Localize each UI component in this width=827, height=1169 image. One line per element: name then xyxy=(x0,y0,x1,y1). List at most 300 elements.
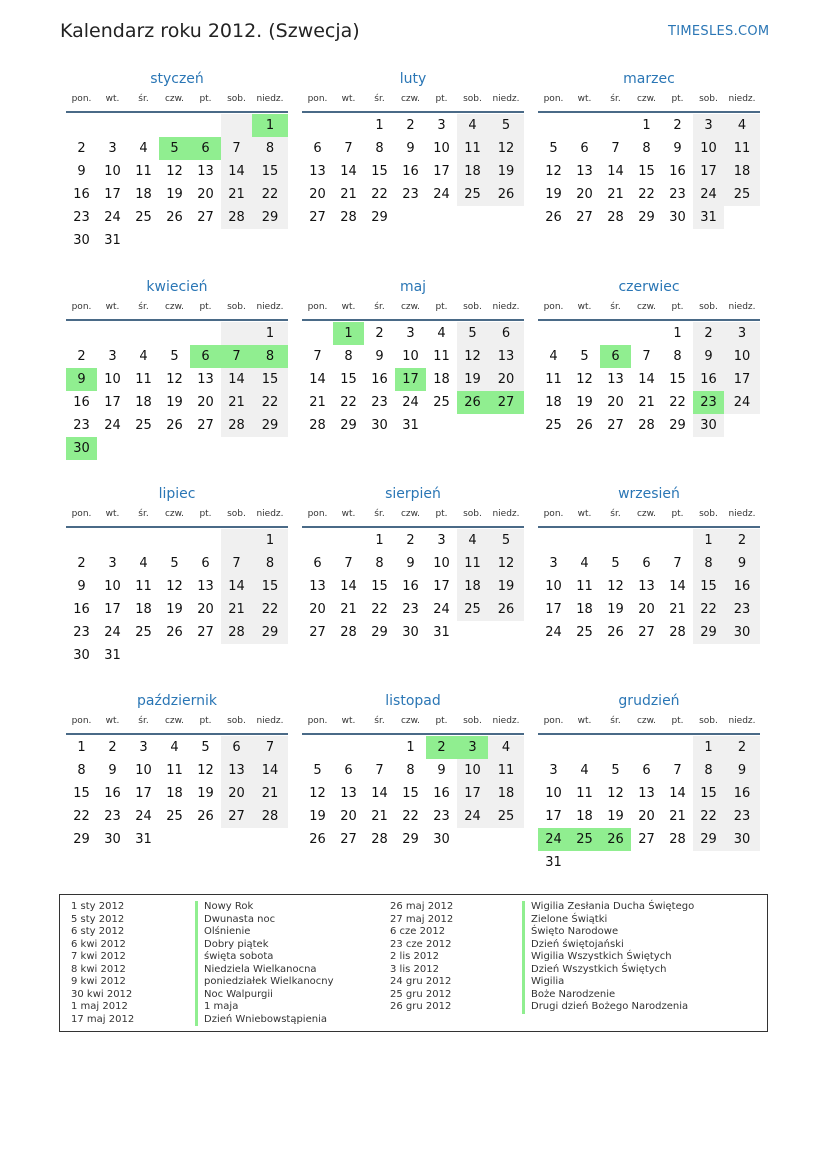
day-cell[interactable]: 21 xyxy=(669,809,686,824)
day-cell[interactable]: 11 xyxy=(433,349,450,364)
day-cell[interactable]: 13 xyxy=(309,579,326,594)
day-cell[interactable]: 7 xyxy=(375,763,384,778)
day-cell[interactable]: 18 xyxy=(135,187,152,202)
day-cell[interactable]: 17 xyxy=(104,602,121,617)
day-cell[interactable]: 25 xyxy=(135,418,152,433)
day-cell[interactable]: 9 xyxy=(724,759,760,782)
day-cell[interactable]: 11 xyxy=(135,164,152,179)
day-cell[interactable]: 8 xyxy=(77,763,86,778)
day-cell[interactable]: 22 xyxy=(371,187,388,202)
day-cell[interactable]: 30 xyxy=(371,418,388,433)
day-cell[interactable]: 7 xyxy=(344,556,353,571)
day-cell[interactable]: 3 xyxy=(549,763,558,778)
day-cell[interactable]: 10 xyxy=(545,786,562,801)
day-cell[interactable]: 10 xyxy=(135,763,152,778)
day-cell[interactable]: 3 xyxy=(437,118,446,133)
day-cell[interactable]: 2 xyxy=(108,740,117,755)
day-cell[interactable]: 14 xyxy=(221,368,252,391)
day-cell[interactable]: 20 xyxy=(197,187,214,202)
day-cell[interactable]: 10 xyxy=(104,164,121,179)
day-cell[interactable]: 14 xyxy=(221,160,252,183)
day-cell[interactable]: 22 xyxy=(669,395,686,410)
day-cell[interactable]: 3 xyxy=(108,556,117,571)
day-cell[interactable]: 20 xyxy=(309,602,326,617)
day-cell[interactable]: 29 xyxy=(340,418,357,433)
day-cell[interactable]: 15 xyxy=(693,575,724,598)
day-cell[interactable]: 2 xyxy=(406,118,415,133)
day-cell[interactable]: 1 xyxy=(333,322,364,345)
day-cell[interactable]: 25 xyxy=(433,395,450,410)
day-cell[interactable]: 14 xyxy=(340,579,357,594)
day-cell[interactable]: 17 xyxy=(433,579,450,594)
day-cell[interactable]: 24 xyxy=(545,625,562,640)
day-cell[interactable]: 9 xyxy=(77,164,86,179)
day-cell[interactable]: 27 xyxy=(607,418,624,433)
day-cell[interactable]: 3 xyxy=(108,349,117,364)
day-cell[interactable]: 12 xyxy=(166,372,183,387)
day-cell[interactable]: 19 xyxy=(166,395,183,410)
day-cell[interactable]: 23 xyxy=(724,598,760,621)
day-cell[interactable]: 14 xyxy=(252,759,288,782)
day-cell[interactable]: 24 xyxy=(724,391,760,414)
day-cell[interactable]: 19 xyxy=(607,602,624,617)
day-cell[interactable]: 29 xyxy=(669,418,686,433)
day-cell[interactable]: 26 xyxy=(197,809,214,824)
day-cell[interactable]: 19 xyxy=(309,809,326,824)
day-cell[interactable]: 4 xyxy=(488,736,524,759)
day-cell[interactable]: 30 xyxy=(693,414,724,437)
day-cell[interactable]: 16 xyxy=(73,187,90,202)
day-cell[interactable]: 4 xyxy=(724,114,760,137)
day-cell[interactable]: 8 xyxy=(375,556,384,571)
day-cell[interactable]: 6 xyxy=(190,345,221,368)
day-cell[interactable]: 8 xyxy=(642,141,651,156)
day-cell[interactable]: 3 xyxy=(437,533,446,548)
day-cell[interactable]: 7 xyxy=(221,345,252,368)
day-cell[interactable]: 24 xyxy=(135,809,152,824)
day-cell[interactable]: 1 xyxy=(252,529,288,552)
day-cell[interactable]: 19 xyxy=(166,602,183,617)
day-cell[interactable]: 28 xyxy=(221,621,252,644)
day-cell[interactable]: 22 xyxy=(252,183,288,206)
day-cell[interactable]: 8 xyxy=(252,345,288,368)
day-cell[interactable]: 1 xyxy=(252,322,288,345)
day-cell[interactable]: 19 xyxy=(488,160,524,183)
day-cell[interactable]: 23 xyxy=(73,625,90,640)
day-cell[interactable]: 7 xyxy=(313,349,322,364)
day-cell[interactable]: 16 xyxy=(104,786,121,801)
day-cell[interactable]: 9 xyxy=(437,763,446,778)
day-cell[interactable]: 18 xyxy=(576,602,593,617)
day-cell[interactable]: 15 xyxy=(252,575,288,598)
day-cell[interactable]: 7 xyxy=(642,349,651,364)
day-cell[interactable]: 13 xyxy=(607,372,624,387)
day-cell[interactable]: 1 xyxy=(375,118,384,133)
day-cell[interactable]: 28 xyxy=(607,210,624,225)
day-cell[interactable]: 13 xyxy=(197,164,214,179)
day-cell[interactable]: 13 xyxy=(488,345,524,368)
day-cell[interactable]: 7 xyxy=(611,141,620,156)
day-cell[interactable]: 1 xyxy=(406,740,415,755)
day-cell[interactable]: 19 xyxy=(166,187,183,202)
day-cell[interactable]: 5 xyxy=(549,141,558,156)
day-cell[interactable]: 8 xyxy=(252,137,288,160)
day-cell[interactable]: 26 xyxy=(166,625,183,640)
day-cell[interactable]: 27 xyxy=(309,210,326,225)
day-cell[interactable]: 25 xyxy=(545,418,562,433)
day-cell[interactable]: 14 xyxy=(638,372,655,387)
day-cell[interactable]: 21 xyxy=(221,598,252,621)
day-cell[interactable]: 17 xyxy=(545,602,562,617)
day-cell[interactable]: 3 xyxy=(108,141,117,156)
day-cell[interactable]: 8 xyxy=(375,141,384,156)
day-cell[interactable]: 24 xyxy=(693,183,724,206)
day-cell[interactable]: 10 xyxy=(693,137,724,160)
day-cell[interactable]: 5 xyxy=(611,556,620,571)
day-cell[interactable]: 17 xyxy=(724,368,760,391)
day-cell[interactable]: 19 xyxy=(576,395,593,410)
day-cell[interactable]: 7 xyxy=(673,763,682,778)
day-cell[interactable]: 22 xyxy=(252,598,288,621)
day-cell[interactable]: 16 xyxy=(669,164,686,179)
day-cell[interactable]: 5 xyxy=(170,556,179,571)
day-cell[interactable]: 3 xyxy=(693,114,724,137)
day-cell[interactable]: 27 xyxy=(197,625,214,640)
day-cell[interactable]: 22 xyxy=(693,598,724,621)
day-cell[interactable]: 28 xyxy=(221,206,252,229)
day-cell[interactable]: 23 xyxy=(104,809,121,824)
day-cell[interactable]: 20 xyxy=(340,809,357,824)
day-cell[interactable]: 5 xyxy=(313,763,322,778)
day-cell[interactable]: 28 xyxy=(371,832,388,847)
day-cell[interactable]: 21 xyxy=(252,782,288,805)
day-cell[interactable]: 6 xyxy=(190,137,221,160)
day-cell[interactable]: 20 xyxy=(309,187,326,202)
day-cell[interactable]: 17 xyxy=(104,187,121,202)
day-cell[interactable]: 27 xyxy=(576,210,593,225)
day-cell[interactable]: 31 xyxy=(693,206,724,229)
day-cell[interactable]: 18 xyxy=(135,395,152,410)
day-cell[interactable]: 21 xyxy=(221,183,252,206)
day-cell[interactable]: 2 xyxy=(77,141,86,156)
day-cell[interactable]: 6 xyxy=(313,141,322,156)
day-cell[interactable]: 20 xyxy=(638,602,655,617)
day-cell[interactable]: 3 xyxy=(406,326,415,341)
day-cell[interactable]: 24 xyxy=(433,187,450,202)
day-cell[interactable]: 10 xyxy=(433,556,450,571)
day-cell[interactable]: 23 xyxy=(693,391,724,414)
day-cell[interactable]: 12 xyxy=(576,372,593,387)
day-cell[interactable]: 3 xyxy=(139,740,148,755)
day-cell[interactable]: 31 xyxy=(104,233,121,248)
day-cell[interactable]: 30 xyxy=(724,828,760,851)
day-cell[interactable]: 21 xyxy=(607,187,624,202)
day-cell[interactable]: 27 xyxy=(488,391,524,414)
day-cell[interactable]: 12 xyxy=(607,786,624,801)
day-cell[interactable]: 21 xyxy=(221,391,252,414)
day-cell[interactable]: 14 xyxy=(669,579,686,594)
day-cell[interactable]: 30 xyxy=(104,832,121,847)
day-cell[interactable]: 2 xyxy=(77,349,86,364)
day-cell[interactable]: 5 xyxy=(611,763,620,778)
day-cell[interactable]: 31 xyxy=(545,855,562,870)
day-cell[interactable]: 26 xyxy=(545,210,562,225)
day-cell[interactable]: 8 xyxy=(693,759,724,782)
day-cell[interactable]: 22 xyxy=(73,809,90,824)
day-cell[interactable]: 5 xyxy=(170,349,179,364)
day-cell[interactable]: 27 xyxy=(638,625,655,640)
day-cell[interactable]: 13 xyxy=(340,786,357,801)
day-cell[interactable]: 11 xyxy=(457,552,488,575)
day-cell[interactable]: 29 xyxy=(693,621,724,644)
day-cell[interactable]: 15 xyxy=(252,368,288,391)
day-cell[interactable]: 21 xyxy=(371,809,388,824)
day-cell[interactable]: 15 xyxy=(669,372,686,387)
day-cell[interactable]: 29 xyxy=(73,832,90,847)
day-cell[interactable]: 21 xyxy=(340,187,357,202)
day-cell[interactable]: 11 xyxy=(488,759,524,782)
day-cell[interactable]: 14 xyxy=(669,786,686,801)
day-cell[interactable]: 29 xyxy=(371,625,388,640)
day-cell[interactable]: 13 xyxy=(197,579,214,594)
day-cell[interactable]: 16 xyxy=(433,786,450,801)
day-cell[interactable]: 20 xyxy=(488,368,524,391)
day-cell[interactable]: 18 xyxy=(166,786,183,801)
day-cell[interactable]: 12 xyxy=(309,786,326,801)
day-cell[interactable]: 29 xyxy=(638,210,655,225)
day-cell[interactable]: 28 xyxy=(669,832,686,847)
day-cell[interactable]: 4 xyxy=(457,529,488,552)
day-cell[interactable]: 9 xyxy=(673,141,682,156)
day-cell[interactable]: 1 xyxy=(693,736,724,759)
day-cell[interactable]: 13 xyxy=(638,786,655,801)
day-cell[interactable]: 5 xyxy=(201,740,210,755)
day-cell[interactable]: 27 xyxy=(638,832,655,847)
day-cell[interactable]: 17 xyxy=(104,395,121,410)
day-cell[interactable]: 2 xyxy=(406,533,415,548)
day-cell[interactable]: 14 xyxy=(607,164,624,179)
day-cell[interactable]: 25 xyxy=(724,183,760,206)
day-cell[interactable]: 29 xyxy=(371,210,388,225)
day-cell[interactable]: 18 xyxy=(576,809,593,824)
day-cell[interactable]: 24 xyxy=(538,828,569,851)
day-cell[interactable]: 21 xyxy=(309,395,326,410)
day-cell[interactable]: 9 xyxy=(693,345,724,368)
day-cell[interactable]: 15 xyxy=(252,160,288,183)
day-cell[interactable]: 21 xyxy=(340,602,357,617)
day-cell[interactable]: 12 xyxy=(197,763,214,778)
day-cell[interactable]: 27 xyxy=(340,832,357,847)
day-cell[interactable]: 16 xyxy=(402,579,419,594)
day-cell[interactable]: 15 xyxy=(638,164,655,179)
day-cell[interactable]: 2 xyxy=(724,529,760,552)
day-cell[interactable]: 11 xyxy=(724,137,760,160)
day-cell[interactable]: 13 xyxy=(576,164,593,179)
day-cell[interactable]: 18 xyxy=(545,395,562,410)
day-cell[interactable]: 27 xyxy=(197,210,214,225)
day-cell[interactable]: 7 xyxy=(344,141,353,156)
day-cell[interactable]: 3 xyxy=(457,736,488,759)
day-cell[interactable]: 10 xyxy=(457,759,488,782)
day-cell[interactable]: 11 xyxy=(166,763,183,778)
day-cell[interactable]: 26 xyxy=(309,832,326,847)
day-cell[interactable]: 24 xyxy=(104,418,121,433)
day-cell[interactable]: 25 xyxy=(488,805,524,828)
day-cell[interactable]: 12 xyxy=(545,164,562,179)
day-cell[interactable]: 1 xyxy=(673,326,682,341)
day-cell[interactable]: 20 xyxy=(638,809,655,824)
day-cell[interactable]: 19 xyxy=(457,368,488,391)
day-cell[interactable]: 10 xyxy=(724,345,760,368)
day-cell[interactable]: 23 xyxy=(669,187,686,202)
day-cell[interactable]: 2 xyxy=(77,556,86,571)
day-cell[interactable]: 26 xyxy=(600,828,631,851)
day-cell[interactable]: 28 xyxy=(638,418,655,433)
day-cell[interactable]: 20 xyxy=(576,187,593,202)
day-cell[interactable]: 1 xyxy=(77,740,86,755)
day-cell[interactable]: 4 xyxy=(139,141,148,156)
day-cell[interactable]: 15 xyxy=(371,164,388,179)
day-cell[interactable]: 30 xyxy=(724,621,760,644)
day-cell[interactable]: 9 xyxy=(77,579,86,594)
day-cell[interactable]: 11 xyxy=(576,786,593,801)
day-cell[interactable]: 12 xyxy=(488,552,524,575)
day-cell[interactable]: 8 xyxy=(252,552,288,575)
day-cell[interactable]: 23 xyxy=(433,809,450,824)
brand-link[interactable]: TIMESLES.COM xyxy=(668,24,770,39)
day-cell[interactable]: 9 xyxy=(375,349,384,364)
day-cell[interactable]: 23 xyxy=(371,395,388,410)
day-cell[interactable]: 11 xyxy=(135,579,152,594)
day-cell[interactable]: 26 xyxy=(457,391,488,414)
day-cell[interactable]: 26 xyxy=(166,210,183,225)
day-cell[interactable]: 2 xyxy=(426,736,457,759)
day-cell[interactable]: 24 xyxy=(457,805,488,828)
day-cell[interactable]: 31 xyxy=(104,648,121,663)
day-cell[interactable]: 14 xyxy=(340,164,357,179)
day-cell[interactable]: 11 xyxy=(545,372,562,387)
day-cell[interactable]: 24 xyxy=(433,602,450,617)
day-cell[interactable]: 15 xyxy=(371,579,388,594)
day-cell[interactable]: 24 xyxy=(104,625,121,640)
day-cell[interactable]: 29 xyxy=(693,828,724,851)
day-cell[interactable]: 17 xyxy=(545,809,562,824)
day-cell[interactable]: 4 xyxy=(170,740,179,755)
day-cell[interactable]: 6 xyxy=(221,736,252,759)
day-cell[interactable]: 6 xyxy=(313,556,322,571)
day-cell[interactable]: 1 xyxy=(252,114,288,137)
day-cell[interactable]: 18 xyxy=(724,160,760,183)
day-cell[interactable]: 7 xyxy=(221,552,252,575)
day-cell[interactable]: 1 xyxy=(642,118,651,133)
day-cell[interactable]: 4 xyxy=(139,556,148,571)
day-cell[interactable]: 13 xyxy=(309,164,326,179)
day-cell[interactable]: 16 xyxy=(371,372,388,387)
day-cell[interactable]: 18 xyxy=(457,160,488,183)
day-cell[interactable]: 13 xyxy=(638,579,655,594)
day-cell[interactable]: 16 xyxy=(693,368,724,391)
day-cell[interactable]: 16 xyxy=(73,602,90,617)
day-cell[interactable]: 17 xyxy=(135,786,152,801)
day-cell[interactable]: 27 xyxy=(309,625,326,640)
day-cell[interactable]: 16 xyxy=(73,395,90,410)
day-cell[interactable]: 25 xyxy=(135,625,152,640)
day-cell[interactable]: 4 xyxy=(580,763,589,778)
day-cell[interactable]: 31 xyxy=(135,832,152,847)
day-cell[interactable]: 12 xyxy=(166,579,183,594)
day-cell[interactable]: 23 xyxy=(73,210,90,225)
day-cell[interactable]: 5 xyxy=(159,137,190,160)
day-cell[interactable]: 26 xyxy=(488,598,524,621)
day-cell[interactable]: 30 xyxy=(402,625,419,640)
day-cell[interactable]: 6 xyxy=(642,556,651,571)
day-cell[interactable]: 3 xyxy=(549,556,558,571)
day-cell[interactable]: 6 xyxy=(580,141,589,156)
day-cell[interactable]: 17 xyxy=(457,782,488,805)
day-cell[interactable]: 4 xyxy=(580,556,589,571)
day-cell[interactable]: 20 xyxy=(197,602,214,617)
day-cell[interactable]: 6 xyxy=(488,322,524,345)
day-cell[interactable]: 12 xyxy=(166,164,183,179)
day-cell[interactable]: 8 xyxy=(673,349,682,364)
day-cell[interactable]: 19 xyxy=(607,809,624,824)
day-cell[interactable]: 28 xyxy=(340,625,357,640)
day-cell[interactable]: 6 xyxy=(600,345,631,368)
day-cell[interactable]: 17 xyxy=(693,160,724,183)
day-cell[interactable]: 18 xyxy=(457,575,488,598)
day-cell[interactable]: 30 xyxy=(66,437,97,460)
day-cell[interactable]: 26 xyxy=(607,625,624,640)
day-cell[interactable]: 29 xyxy=(252,206,288,229)
day-cell[interactable]: 21 xyxy=(638,395,655,410)
day-cell[interactable]: 18 xyxy=(433,372,450,387)
day-cell[interactable]: 1 xyxy=(375,533,384,548)
day-cell[interactable]: 28 xyxy=(309,418,326,433)
day-cell[interactable]: 6 xyxy=(642,763,651,778)
day-cell[interactable]: 23 xyxy=(724,805,760,828)
day-cell[interactable]: 6 xyxy=(201,556,210,571)
day-cell[interactable]: 2 xyxy=(673,118,682,133)
day-cell[interactable]: 5 xyxy=(457,322,488,345)
day-cell[interactable]: 18 xyxy=(488,782,524,805)
day-cell[interactable]: 9 xyxy=(406,141,415,156)
day-cell[interactable]: 5 xyxy=(488,114,524,137)
day-cell[interactable]: 12 xyxy=(607,579,624,594)
day-cell[interactable]: 9 xyxy=(724,552,760,575)
day-cell[interactable]: 4 xyxy=(457,114,488,137)
day-cell[interactable]: 10 xyxy=(545,579,562,594)
day-cell[interactable]: 25 xyxy=(135,210,152,225)
day-cell[interactable]: 23 xyxy=(402,187,419,202)
day-cell[interactable]: 30 xyxy=(73,233,90,248)
day-cell[interactable]: 6 xyxy=(344,763,353,778)
day-cell[interactable]: 10 xyxy=(402,349,419,364)
day-cell[interactable]: 8 xyxy=(693,552,724,575)
day-cell[interactable]: 7 xyxy=(673,556,682,571)
day-cell[interactable]: 22 xyxy=(252,391,288,414)
day-cell[interactable]: 4 xyxy=(549,349,558,364)
day-cell[interactable]: 15 xyxy=(693,782,724,805)
day-cell[interactable]: 15 xyxy=(340,372,357,387)
day-cell[interactable]: 12 xyxy=(488,137,524,160)
day-cell[interactable]: 23 xyxy=(73,418,90,433)
day-cell[interactable]: 25 xyxy=(457,598,488,621)
day-cell[interactable]: 4 xyxy=(437,326,446,341)
day-cell[interactable]: 22 xyxy=(638,187,655,202)
day-cell[interactable]: 30 xyxy=(433,832,450,847)
day-cell[interactable]: 29 xyxy=(252,414,288,437)
day-cell[interactable]: 26 xyxy=(576,418,593,433)
